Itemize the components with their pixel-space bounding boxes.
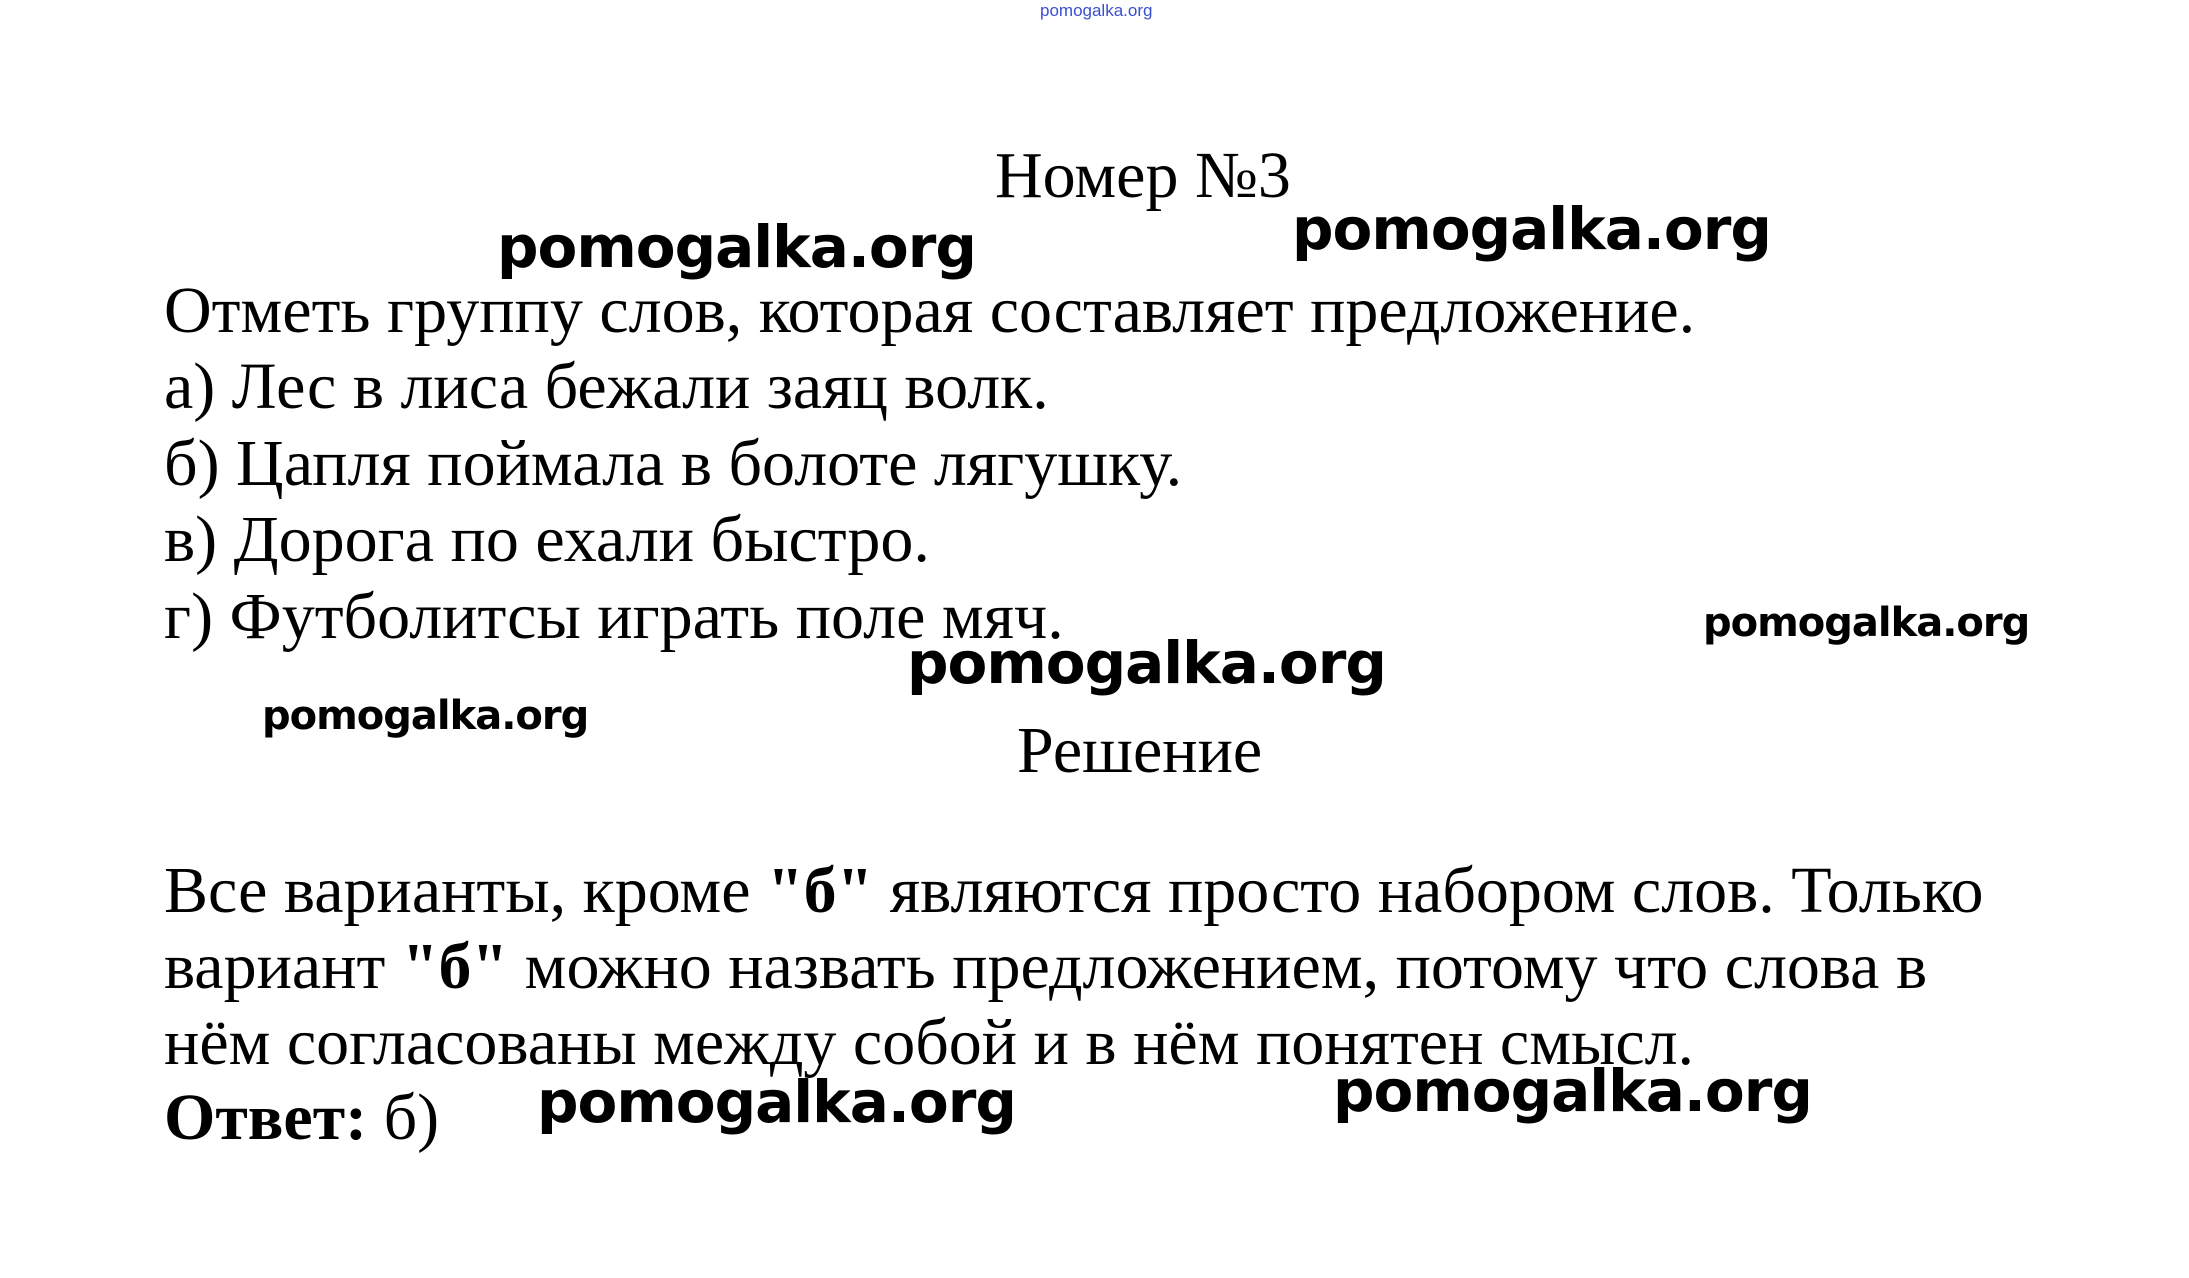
watermark: pomogalka.org (497, 213, 976, 281)
solution-line-1 (164, 854, 1984, 927)
solution-line-2-end: можно назвать предложением, потому что слова в (508, 930, 1928, 1003)
task-option-a: а) Лес в лиса бежали заяц волк. (164, 350, 1049, 423)
watermark: pomogalka.org (907, 629, 1386, 697)
task-option-c: в) Дорога по ехали быстро. (164, 503, 930, 576)
watermark: pomogalka.org (1292, 195, 1771, 263)
solution-line-2-start: вариант (164, 930, 402, 1003)
header-watermark: pomogalka.org (1040, 1, 1153, 20)
answer-label: Ответ: (164, 1081, 368, 1154)
watermark: pomogalka.org (1703, 600, 2030, 646)
task-option-d: г) Футболитсы играть поле мяч. (164, 580, 1064, 653)
answer-value: б) (367, 1081, 440, 1154)
watermark: pomogalka.org (262, 693, 589, 739)
solution-line-3: нём согласованы между собой и в нём понятен смысл. (164, 1006, 1695, 1079)
solution-line-1-end: являются просто набором слов. Только (873, 854, 1984, 927)
watermark: pomogalka.org (1333, 1057, 1812, 1125)
task-option-b: б) Цапля поймала в болоте лягушку. (164, 427, 1183, 500)
solution-line-1-quote: "б" (767, 854, 874, 927)
solution-line-2-quote: "б" (401, 930, 509, 1003)
solution-line-1-start: Все варианты, кроме (164, 854, 767, 927)
watermark: pomogalka.org (537, 1068, 1016, 1136)
answer-line (164, 1081, 440, 1154)
task-prompt: Отметь группу слов, которая составляет предложение. (164, 274, 1696, 347)
solution-line-2 (164, 930, 1928, 1003)
solution-heading: Решение (1017, 714, 1263, 787)
page-title: Номер №3 (995, 139, 1291, 212)
